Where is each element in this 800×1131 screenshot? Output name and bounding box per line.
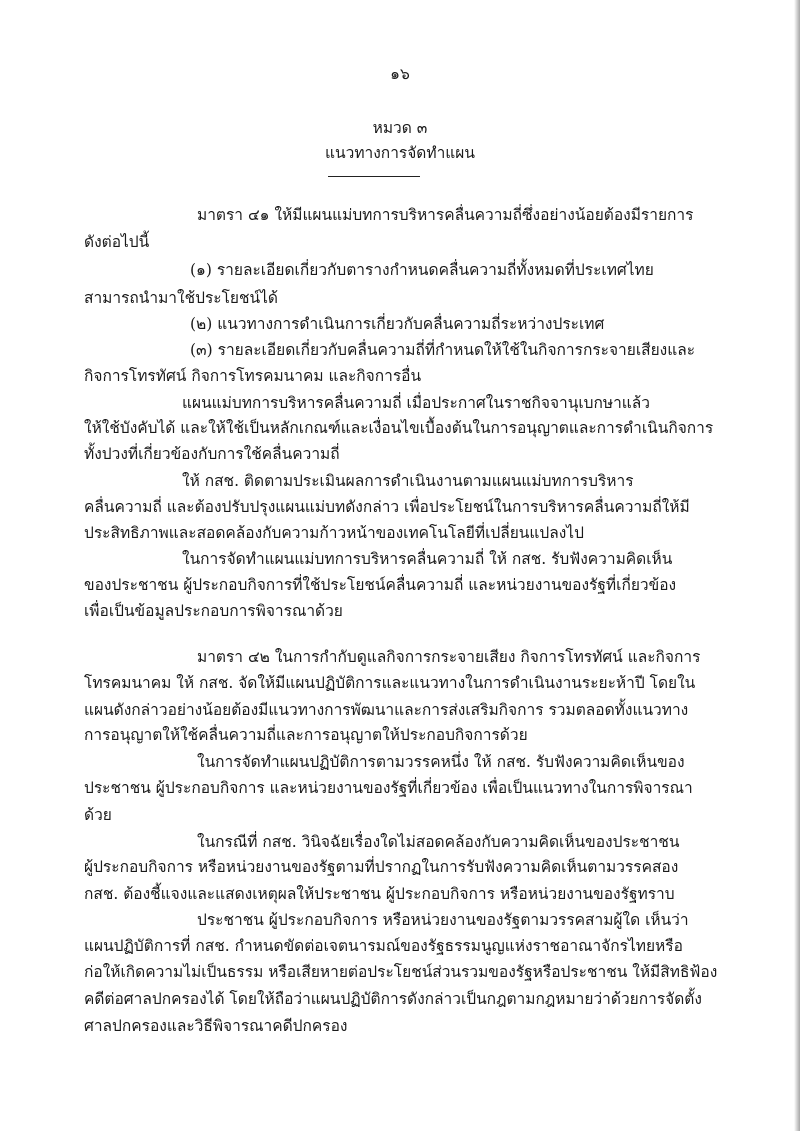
section-41-item-3-line-2: กิจการโทรทัศน์ กิจการโทรคมนาคม และกิจการอื่น [84, 367, 422, 385]
section-41-line-2: ดังต่อไปนี้ [84, 233, 150, 251]
chapter-title: หมวด ๓ [372, 119, 428, 137]
section-42-para-4-line-1: ประชาชน ผู้ประกอบกิจการ หรือหน่วยงานของรัฐตามวรรคสามผู้ใด เห็นว่า [197, 911, 689, 929]
section-41-para-4-line-2: ของประชาชน ผู้ประกอบกิจการที่ใช้ประโยชน์คลื่นความถี่ และหน่วยงานของรัฐที่เกี่ยวข้อง [84, 576, 677, 594]
chapter-divider [328, 176, 420, 177]
section-42-para-2-line-3: ด้วย [84, 806, 112, 824]
section-42-para-3-line-3: กสช. ต้องชี้แจงและแสดงเหตุผลให้ประชาชน ผู้ประกอบกิจการ หรือหน่วยงานของรัฐทราบ [84, 885, 675, 903]
section-42-line-1: มาตรา ๔๒ ในการกำกับดูแลกิจการกระจายเสียง กิจการโทรทัศน์ และกิจการ [197, 648, 701, 666]
section-41-para-2-line-2: ให้ใช้บังคับได้ และให้ใช้เป็นหลักเกณฑ์และเงื่อนไขเบื้องต้นในการอนุญาตและการดำเนินกิจการ [84, 419, 714, 437]
section-41-para-3-line-3: ประสิทธิภาพและสอดคล้องกับความก้าวหน้าของเทคโนโลยีที่เปลี่ยนแปลงไป [84, 524, 584, 542]
section-42-para-4-line-4: คดีต่อศาลปกครองได้ โดยให้ถือว่าแผนปฏิบัติการดังกล่าวเป็นกฎตามกฎหมายว่าด้วยการจัดตั้ง [84, 990, 702, 1008]
section-41-line-1: มาตรา ๔๑ ให้มีแผนแม่บทการบริหารคลื่นความถี่ซึ่งอย่างน้อยต้องมีรายการ [197, 206, 694, 224]
section-41-item-2: (๒) แนวทางการดำเนินการเกี่ยวกับคลื่นความถี่ระหว่างประเทศ [190, 315, 605, 333]
section-41-para-4-line-3: เพื่อเป็นข้อมูลประกอบการพิจารณาด้วย [84, 602, 343, 620]
section-42-para-4-line-2: แผนปฏิบัติการที่ กสช. กำหนดขัดต่อเจตนารมณ์ของรัฐธรรมนูญแห่งราชอาณาจักรไทยหรือ [84, 937, 683, 955]
section-41-item-1-line-2: สามารถนำมาใช้ประโยชน์ได้ [84, 289, 278, 307]
section-42-para-2-line-1: ในการจัดทำแผนปฏิบัติการตามวรรคหนึ่ง ให้ กสช. รับฟังความคิดเห็นของ [197, 753, 685, 771]
section-42-para-2-line-2: ประชาชน ผู้ประกอบกิจการ และหน่วยงานของรัฐที่เกี่ยวข้อง เพื่อเป็นแนวทางในการพิจารณา [84, 779, 693, 797]
section-42-para-4-line-3: ก่อให้เกิดความไม่เป็นธรรม หรือเสียหายต่อประโยชน์ส่วนรวมของรัฐหรือประชาชน ให้มีสิทธิฟ้อง [84, 963, 718, 981]
section-42-line-2: โทรคมนาคม ให้ กสช. จัดให้มีแผนปฏิบัติการและแนวทางในการดำเนินงานระยะห้าปี โดยใน [84, 674, 696, 692]
section-41-para-3-line-2: คลื่นความถี่ และต้องปรับปรุงแผนแม่บทดังกล่าว เพื่อประโยชน์ในการบริหารคลื่นความถี่ให้มี [84, 498, 690, 516]
section-41-para-4-line-1: ในการจัดทำแผนแม่บทการบริหารคลื่นความถี่ ให้ กสช. รับฟังความคิดเห็น [182, 550, 673, 568]
section-41-para-2-line-3: ทั้งปวงที่เกี่ยวข้องกับการใช้คลื่นความถี่ [84, 445, 340, 463]
section-41-para-3-line-1: ให้ กสช. ติดตามประเมินผลการดำเนินงานตามแผนแม่บทการบริหาร [182, 472, 634, 490]
section-41-item-3-line-1: (๓) รายละเอียดเกี่ยวกับคลื่นความถี่ที่กำหนดให้ใช้ในกิจการกระจายเสียงและ [190, 341, 696, 359]
page-number: ๑๖ [390, 65, 410, 83]
section-41-para-2-line-1: แผนแม่บทการบริหารคลื่นความถี่ เมื่อประกาศในราชกิจจานุเบกษาแล้ว [182, 394, 650, 412]
scan-edge-shadow [794, 0, 800, 1131]
section-42-para-3-line-2: ผู้ประกอบกิจการ หรือหน่วยงานของรัฐตามที่ปรากฏในการรับฟังความคิดเห็นตามวรรคสอง [84, 858, 679, 876]
section-42-para-4-line-5: ศาลปกครองและวิธีพิจารณาคดีปกครอง [84, 1017, 348, 1035]
section-41-item-1-line-1: (๑) รายละเอียดเกี่ยวกับตารางกำหนดคลื่นความถี่ทั้งหมดที่ประเทศไทย [190, 261, 654, 279]
section-42-line-4: การอนุญาตให้ใช้คลื่นความถี่และการอนุญาตให้ประกอบกิจการด้วย [84, 726, 528, 744]
section-42-line-3: แผนดังกล่าวอย่างน้อยต้องมีแนวทางการพัฒนาและการส่งเสริมกิจการ รวมตลอดทั้งแนวทาง [84, 701, 689, 719]
chapter-subtitle: แนวทางการจัดทำแผน [325, 144, 475, 162]
section-42-para-3-line-1: ในกรณีที่ กสช. วินิจฉัยเรื่องใดไม่สอดคล้องกับความคิดเห็นของประชาชน [197, 833, 680, 851]
